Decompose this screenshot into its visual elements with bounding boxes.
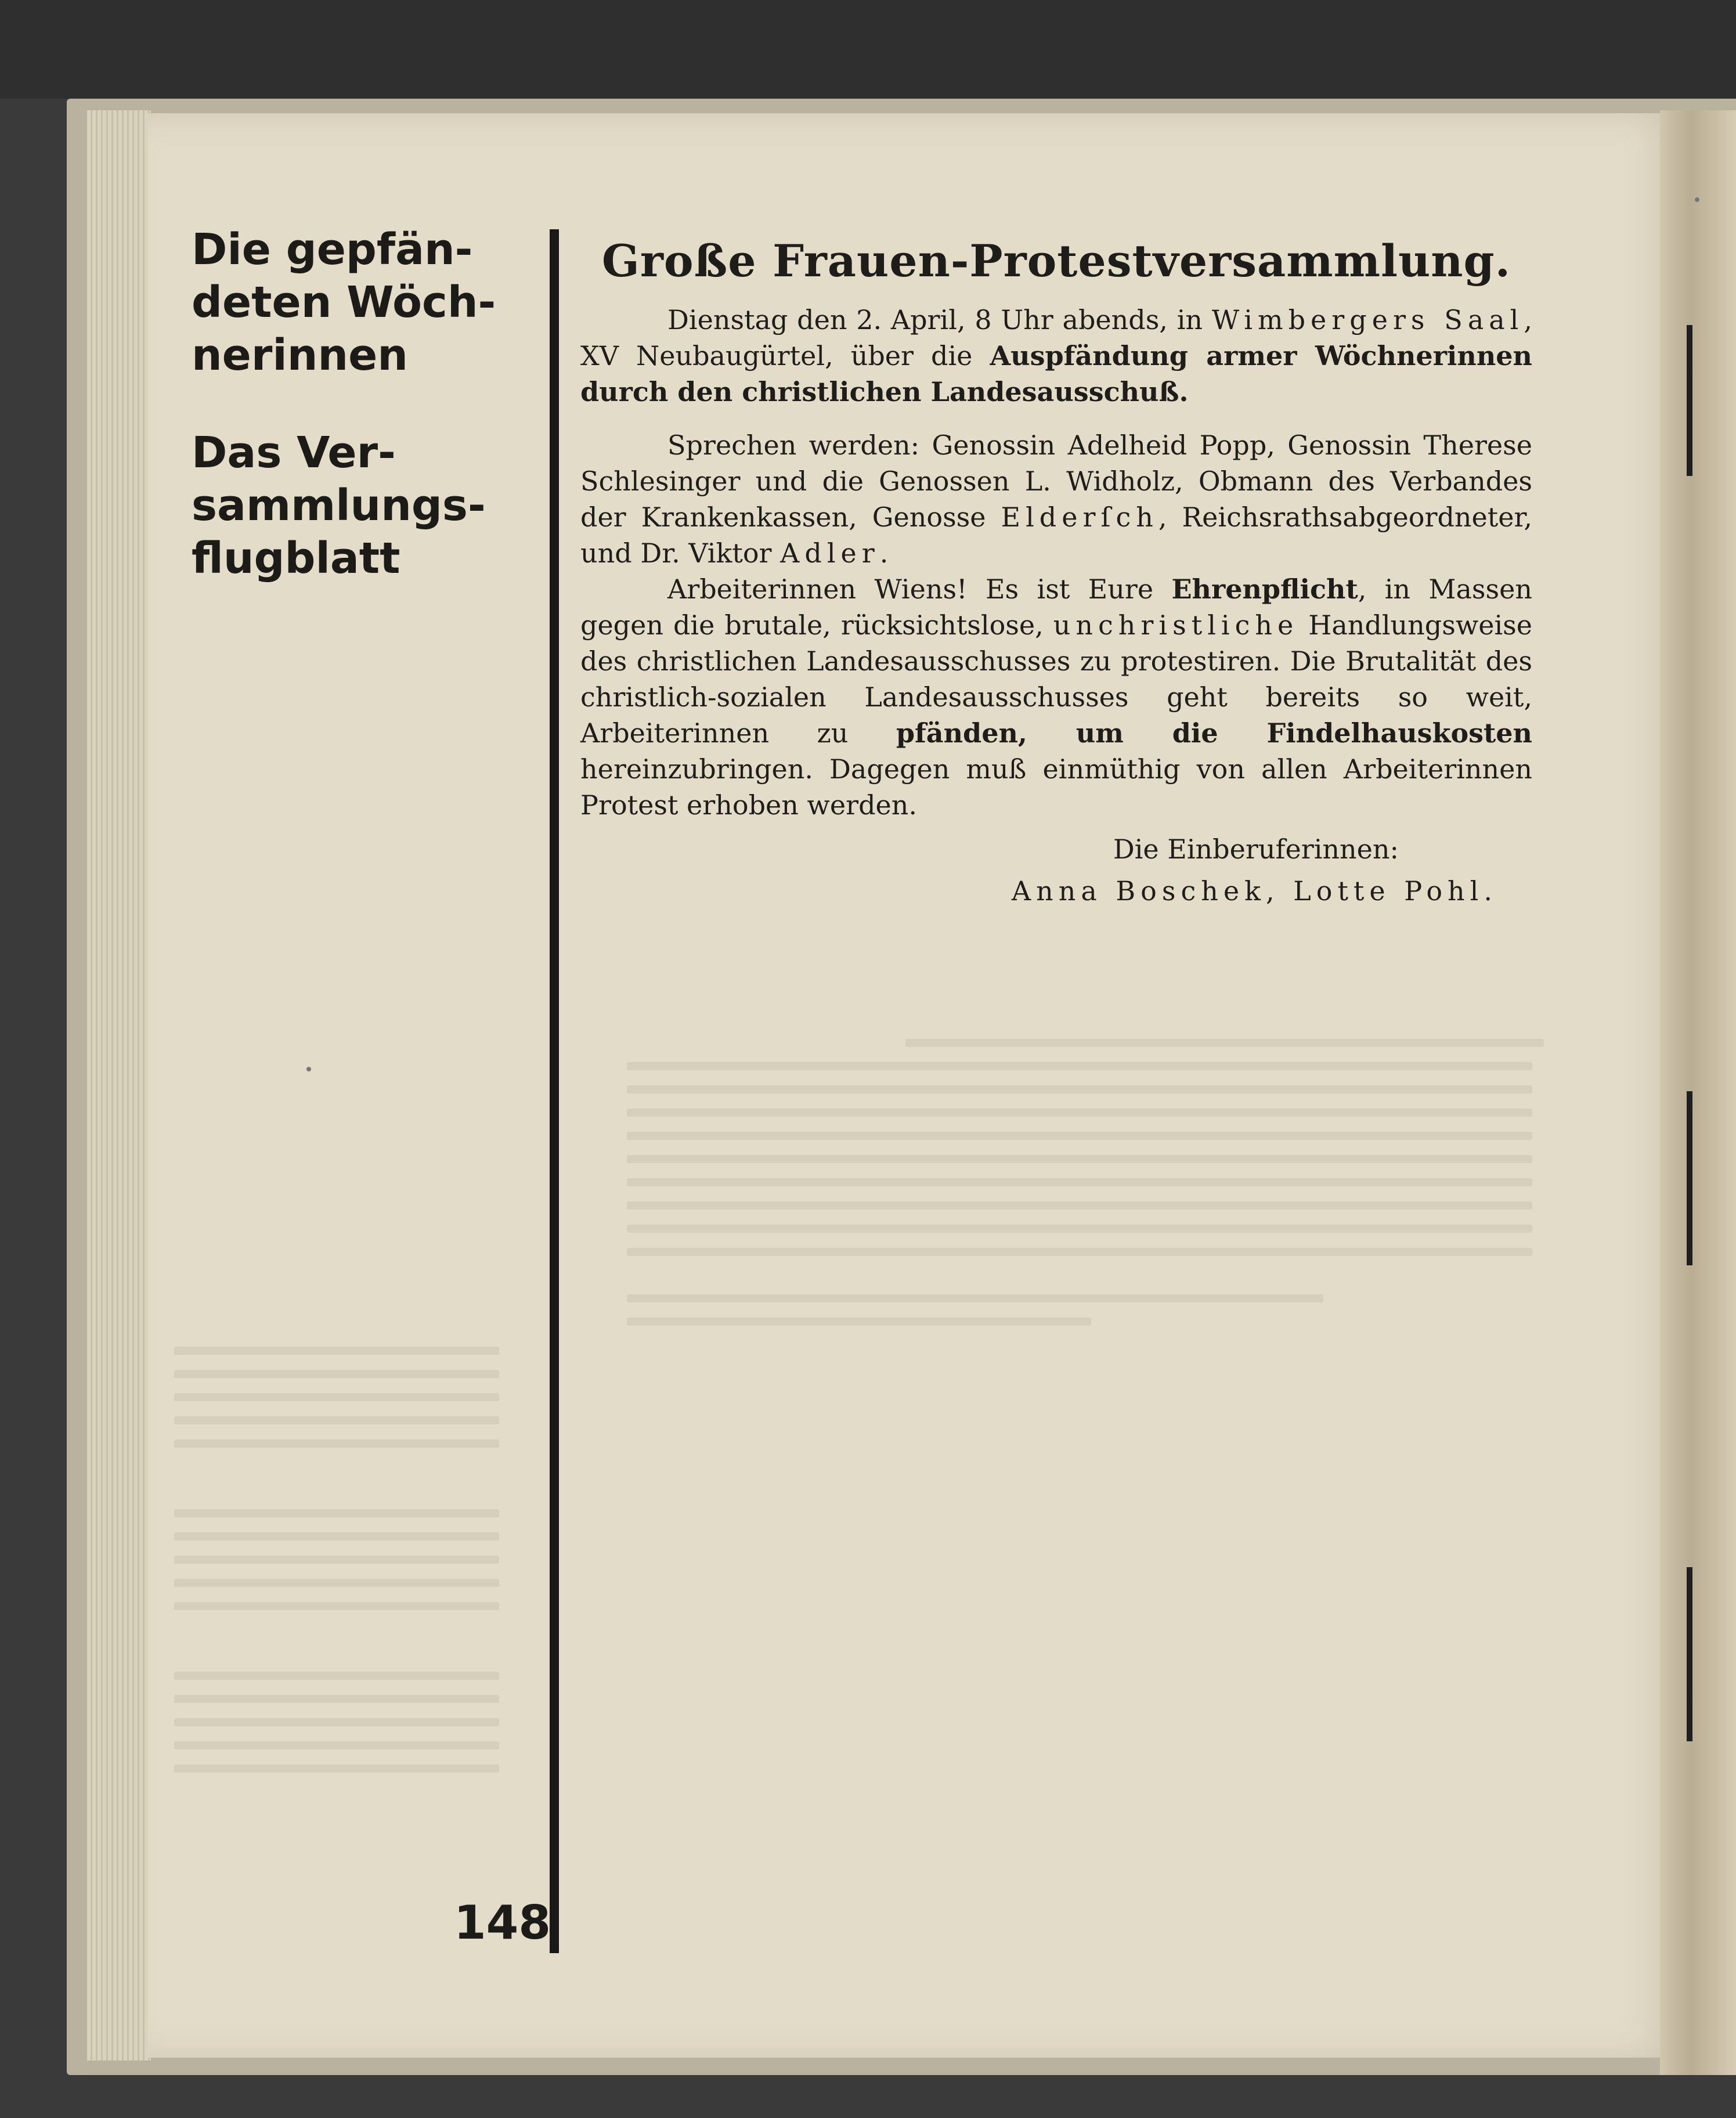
- scanner-backdrop: [0, 0, 1736, 99]
- speaker-name: Elderſch: [1001, 501, 1158, 533]
- speaker-name: Adler: [780, 537, 880, 569]
- emphasis-seizure: pfänden, um die Findelhauskosten: [896, 717, 1532, 749]
- flyer-paragraph-appeal: Arbeiterinnen Wiens! Es ist Eure Ehrenpflicht, in Massen gegen die brutale, rücksichtslose, unchristliche Handlungsweise des christlichen Landesausschusses zu protestiren. Die Brutalität des christlich-sozialen Landesausschusses geht bereits so weit, Arbeiterinnen zu pfänden, um die Findelhauskosten hereinzubringen. Dagegen muß einmüthig von allen Arbeiterinnen Protest erhoben werden.: [580, 573, 1532, 821]
- vertical-rule: [550, 229, 559, 1953]
- paper-speck: [1695, 197, 1699, 202]
- sidebar-heading-gepfaendete-woechnerinnen: Die gepfän- deten Wöch- nerinnen: [192, 225, 496, 380]
- flyer-paragraph-speakers: Sprechen werden: Genossin Adelheid Popp, Genossin Therese Schlesinger und die Genossen L. Widholz, Obmann des Verbandes der Krankenkassen, Genosse Elderſch, Reichsrathsabgeordneter, und Dr. Viktor Adler.: [580, 430, 1532, 569]
- venue-name: Wimbergers Saal: [1211, 304, 1524, 335]
- meeting-topic: Auspfändung armer Wöchnerinnen durch den christlichen Landesausschuß.: [580, 340, 1533, 407]
- flyer-title: Große Frauen-Protestversammlung.: [601, 235, 1511, 287]
- paper-speck: [306, 1067, 311, 1071]
- signatories-label: Die Einberuferinnen:: [1113, 834, 1399, 865]
- sidebar-heading-flugblatt: Das Ver- sammlungs- flugblatt: [192, 428, 486, 583]
- flyer-reproduction: [580, 232, 1532, 909]
- gutter-mark: [1687, 1567, 1692, 1741]
- signatories-names: Anna Boschek, Lotte Pohl.: [1011, 875, 1497, 907]
- gutter-mark: [1687, 325, 1692, 476]
- page-number: 148: [454, 1896, 551, 1950]
- emphasis-unchristian: unchristliche: [1053, 609, 1299, 641]
- flyer-paragraph-announcement: Dienstag den 2. April, 8 Uhr abends, in Wimbergers Saal, XV Neubaugürtel, über die Auspfändung armer Wöchnerinnen durch den christlichen Landesausschuß.: [580, 304, 1533, 407]
- emphasis-duty: Ehrenpflicht: [1171, 573, 1358, 605]
- book-gutter: [1660, 110, 1736, 2075]
- page-edges: [87, 110, 151, 2061]
- gutter-mark: [1687, 1091, 1692, 1265]
